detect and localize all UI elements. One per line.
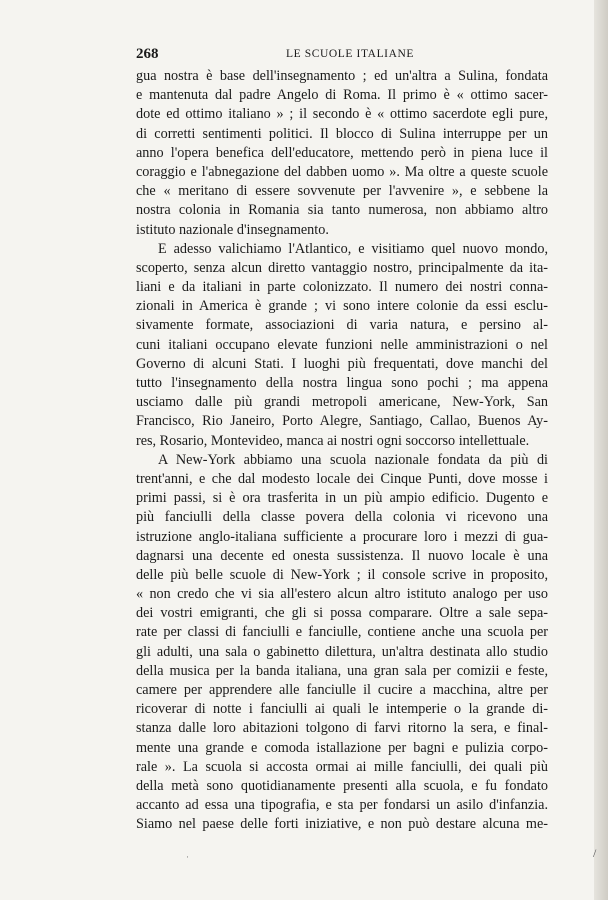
- text-line: rale ». La scuola si accosta ormai ai mille fanciulli, dei quali più: [136, 758, 548, 775]
- text-line: Francisco, Rio Janeiro, Porto Alegre, Santiago, Callao, Buenos Ay-: [136, 413, 548, 430]
- text-line: zionali in America è grande ; vi sono intere colonie da essi esclu-: [136, 298, 548, 315]
- text-line: sivamente formate, associazioni di varia natura, e persino al-: [136, 317, 548, 334]
- text-line: stanza dalle loro abitazioni tolgono di farvi ritorno la sera, e final-: [136, 720, 548, 737]
- text-line: ricoverar di notte i fanciulli ai quali le intemperie o la grande di-: [136, 701, 548, 718]
- text-line: della metà sono quotidianamente presenti alla scuola, e fu fondato: [136, 777, 548, 794]
- text-line: e mantenuta dal padre Angelo di Roma. Il primo è « ottimo sacer-: [136, 87, 548, 104]
- text-line: che « meritano di essere sovvenute per l'avvenire », e sebbene la: [136, 183, 548, 200]
- text-line: cuni italiani occupano elevate funzioni nelle amministrazioni o nel: [136, 336, 548, 353]
- text-line: Siamo nel paese delle forti iniziative, e non può destare alcuna me-: [136, 816, 548, 833]
- page-header: [136, 46, 548, 66]
- text-line: primi passi, si è ora trasferita in un più ampio edificio. Dugento e: [136, 490, 548, 507]
- text-line: dei vostri emigranti, che gli si possa comparare. Oltre a sale sepa-: [136, 605, 548, 622]
- text-line: mente una grande e comoda istallazione per bagni e pulizia corpo-: [136, 739, 548, 756]
- text-line: liani e da italiani in parte colonizzato. Il numero dei nostri conna-: [136, 279, 548, 296]
- text-line: di corretti sentimenti politici. Il blocco di Sulina interruppe per un: [136, 125, 548, 142]
- text-line: dagnarsi una decente ed onesta sussistenza. Il nuovo locale è una: [136, 547, 548, 564]
- text-line: dote ed ottimo italiano » ; il secondo è « ottimo sacerdote egli pure,: [136, 106, 548, 123]
- text-line: trent'anni, e che dal modesto locale dei Cinque Punti, dove mosse i: [136, 470, 548, 487]
- text-line: A New-York abbiamo una scuola nazionale fondata da più di: [158, 451, 548, 468]
- body-text: [136, 67, 548, 835]
- text-line: E adesso valichiamo l'Atlantico, e visitiamo quel nuovo mondo,: [158, 240, 548, 257]
- text-line: istituto nazionale d'insegnamento.: [136, 221, 329, 238]
- text-line: nostra colonia in Romania sia tanto numerosa, non abbiamo altro: [136, 202, 548, 219]
- text-line: coraggio e l'abnegazione del dabben uomo ». Ma oltre a queste scuole: [136, 163, 548, 180]
- page-edge-shadow: [594, 0, 608, 900]
- text-line: della musica per la banda italiana, una gran sala per comizii e feste,: [136, 662, 548, 679]
- text-line: res, Rosario, Montevideo, manca ai nostri ogni soccorso intellettuale.: [136, 432, 530, 449]
- text-line: anno l'opera benefica dell'educatore, mettendo però in piena luce il: [136, 144, 548, 161]
- text-line: delle più belle scuole di New-York ; il console scrive in proposito,: [136, 566, 548, 583]
- text-line: usciamo dalle più grandi metropoli americane, New-York, San: [136, 394, 548, 411]
- text-line: « non credo che vi sia all'estero alcun altro istituto analogo per uso: [136, 586, 548, 603]
- text-line: Governo di alcuni Stati. I luoghi più frequentati, dove manchi del: [136, 355, 548, 372]
- text-line: gua nostra è base dell'insegnamento ; ed un'altra a Sulina, fondata: [136, 68, 548, 84]
- text-line: rate per classi di fanciulli e fanciulle, contiene anche una scuola per: [136, 624, 548, 641]
- text-line: più fanciulli della classe povera della colonia vi ricevono una: [136, 509, 548, 526]
- text-line: scoperto, senza alcun diretto vantaggio nostro, principalmente da ita-: [136, 259, 548, 276]
- text-line: camere per apprendere alle fanciulle il cucire a macchina, altre per: [136, 682, 548, 698]
- text-line: accanto ad essa una tipografia, e sta per fondarsi un asilo d'infanzia.: [136, 797, 548, 814]
- margin-mark-bottom: ·: [186, 852, 189, 862]
- margin-mark-right: /: [593, 846, 597, 860]
- text-line: gli adulti, una sala o gabinetto dilettura, un'altra destinata allo studio: [136, 643, 548, 660]
- text-line: tutto l'insegnamento della nostra lingua sono pochi ; ma appena: [136, 375, 548, 391]
- page-number: 268: [136, 46, 159, 62]
- running-head: LE SCUOLE ITALIANE: [286, 48, 415, 60]
- text-line: istruzione anglo-italiana sufficiente a procurare loro i mezzi di gua-: [136, 528, 548, 545]
